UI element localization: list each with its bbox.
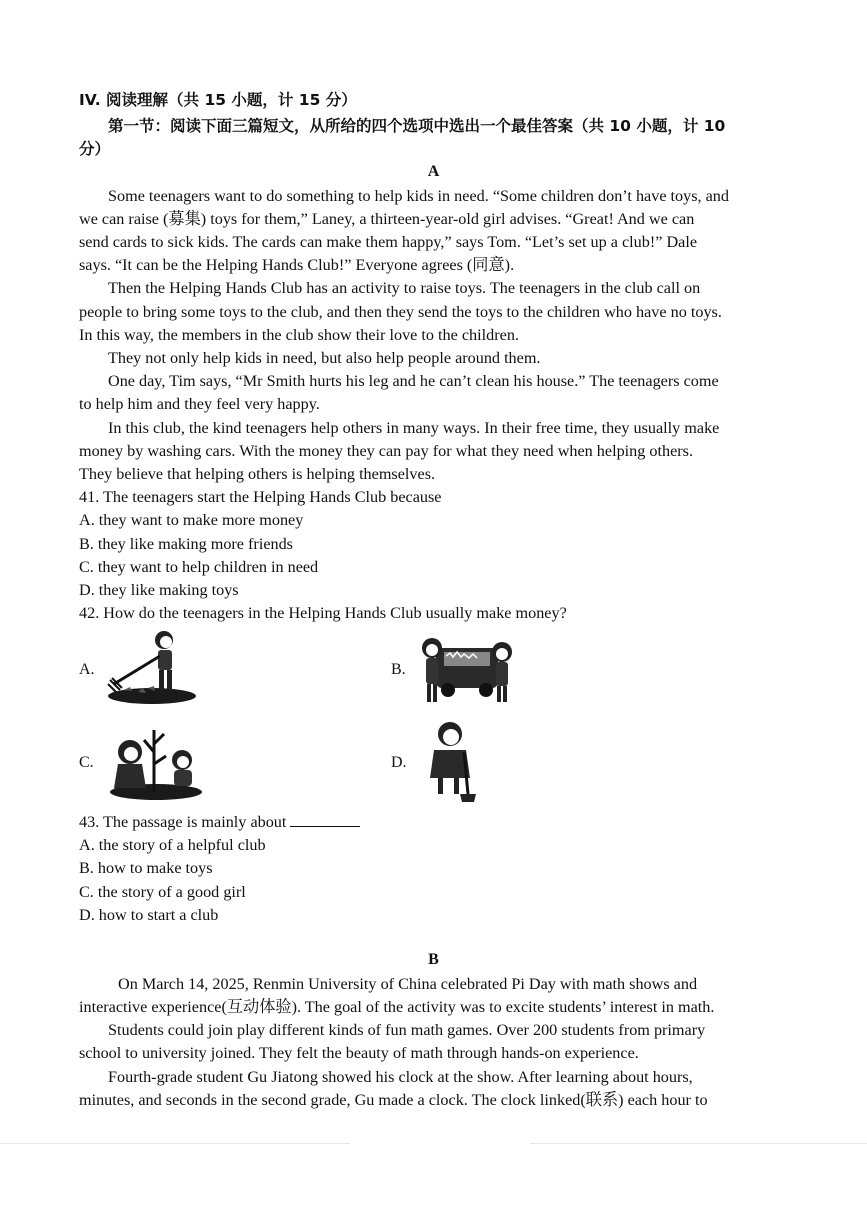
passage-a-line: In this club, the kind teenagers help others in many ways. In their free time, they usually make [108, 419, 720, 437]
passage-a-line: money by washing cars. With the money they can pay for what they need when helping others. [79, 442, 694, 460]
question-43-option-b: B. how to make toys [79, 859, 213, 877]
question-41-option-b: B. they like making more friends [79, 535, 293, 553]
scan-divider [0, 1143, 350, 1144]
passage-b-line: interactive experience(互动体验). The goal of the activity was to excite students’ interest in math. [79, 998, 715, 1016]
passage-b-line: On March 14, 2025, Renmin University of China celebrated Pi Day with math shows and [118, 975, 698, 993]
passage-a-line: In this way, the members in the club show their love to the children. [79, 326, 519, 344]
passage-a-title: A [427, 163, 440, 180]
passage-b-line: Fourth-grade student Gu Jiatong showed his clock at the show. After learning about hours, [108, 1068, 693, 1086]
washing-car-icon [418, 628, 516, 708]
answer-blank [290, 812, 360, 827]
question-42-option-b-letter: B. [391, 661, 406, 678]
passage-a-line: says. “It can be the Helping Hands Club!” Everyone agrees (同意). [79, 256, 515, 274]
section-subheading: 第一节：阅读下面三篇短文，从所给的四个选项中选出一个最佳答案（共 10 小题，计 10 [108, 117, 726, 135]
passage-a-line: people to bring some toys to the club, and then they send the toys to the children who have no toys. [79, 303, 722, 321]
passage-b-line: school to university joined. They felt the beauty of math through hands-on experience. [79, 1044, 639, 1062]
question-43-option-c: C. the story of a good girl [79, 883, 246, 901]
question-43-stem [79, 812, 360, 832]
passage-b-line: minutes, and seconds in the second grade, Gu made a clock. The clock linked(联系) each hour to [79, 1091, 708, 1109]
passage-a-line: Then the Helping Hands Club has an activity to raise toys. The teenagers in the club call on [108, 279, 701, 297]
section-heading: IV. 阅读理解（共 15 小题，计 15 分） [79, 91, 357, 109]
question-43-stem-text: 43. The passage is mainly about [79, 813, 287, 831]
question-42-option-d-letter: D. [391, 754, 407, 771]
scan-divider [530, 1143, 867, 1144]
passage-b-line: Students could join play different kinds of fun math games. Over 200 students from primary [108, 1021, 706, 1039]
section-subheading-cont: 分） [79, 140, 111, 158]
question-42-stem: 42. How do the teenagers in the Helping Hands Club usually make money? [79, 604, 567, 622]
passage-a-line: They not only help kids in need, but also help people around them. [108, 349, 541, 367]
question-42-option-a-letter: A. [79, 661, 95, 678]
question-41-option-a: A. they want to make more money [79, 511, 304, 529]
question-42-option-c-letter: C. [79, 754, 94, 771]
passage-b-title: B [428, 951, 439, 968]
question-41-option-d: D. they like making toys [79, 581, 239, 599]
passage-a-line: to help him and they feel very happy. [79, 395, 320, 413]
raking-leaves-icon [104, 628, 200, 706]
planting-tree-icon [106, 722, 204, 802]
passage-a-line: we can raise (募集) toys for them,” Laney, a thirteen-year-old girl advises. “Great! And we can [79, 210, 695, 228]
passage-a-line: They believe that helping others is helping themselves. [79, 465, 436, 483]
passage-a-line: send cards to sick kids. The cards can make them happy,” says Tom. “Let’s set up a club!” Dale [79, 233, 697, 251]
question-43-option-a: A. the story of a helpful club [79, 836, 266, 854]
sweeping-floor-icon [424, 720, 484, 804]
passage-a-line: Some teenagers want to do something to help kids in need. “Some children don’t have toys, and [108, 187, 729, 205]
passage-a-line: One day, Tim says, “Mr Smith hurts his leg and he can’t clean his house.” The teenagers come [108, 372, 719, 390]
question-43-option-d: D. how to start a club [79, 906, 219, 924]
question-41-option-c: C. they want to help children in need [79, 558, 319, 576]
question-41-stem: 41. The teenagers start the Helping Hands Club because [79, 488, 442, 506]
